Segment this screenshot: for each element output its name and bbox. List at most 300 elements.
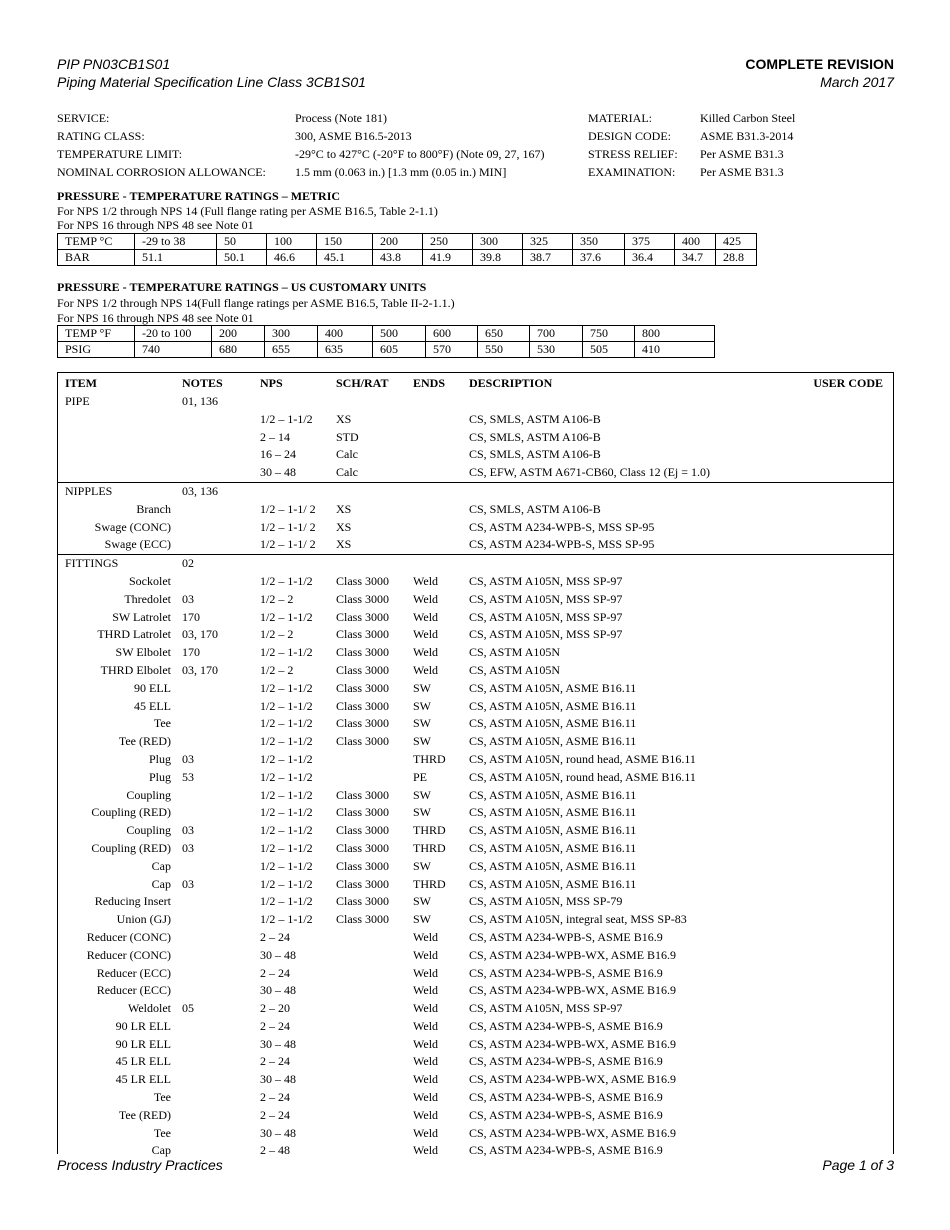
- table-row: [58, 858, 893, 876]
- description-cell: CS, ASTM A234-WPB-WX, ASME B16.9: [469, 1125, 677, 1140]
- sch-rat-cell: Class 3000: [336, 627, 390, 642]
- metric-press-row-cell: 36.4: [625, 250, 675, 266]
- ends-cell: SW: [413, 716, 431, 731]
- ends-cell: Weld: [413, 947, 439, 962]
- user-code-cell: [795, 751, 893, 769]
- nps-cell: 30 – 48: [260, 947, 296, 962]
- sch-rat-cell: Class 3000: [336, 680, 390, 695]
- nps-cell: 1/2 – 1-1/2: [260, 680, 313, 695]
- description-cell: CS, SMLS, ASTM A106-B: [469, 501, 601, 516]
- item-cell: Branch: [136, 501, 171, 516]
- ends-cell: SW: [413, 787, 431, 802]
- sch-rat-cell: [336, 1089, 413, 1107]
- description-cell: CS, ASTM A105N, integral seat, MSS SP-83: [469, 912, 687, 927]
- us-temp-row-label: TEMP °F: [58, 326, 135, 342]
- notes-cell: [182, 446, 260, 464]
- nps-cell: 2 – 24: [260, 929, 290, 944]
- user-code-cell: [795, 393, 893, 411]
- header-notes: NOTES: [182, 376, 223, 390]
- notes-cell: 03, 136: [182, 482, 260, 500]
- metric-temp-row-cell: 325: [523, 234, 573, 250]
- notes-cell: [182, 804, 260, 822]
- us-note-2: For NPS 16 through NPS 48 see Note 01: [57, 311, 254, 325]
- metric-press-row-cell: 34.7: [675, 250, 716, 266]
- notes-cell: 03: [182, 876, 194, 891]
- sch-rat-cell: Class 3000: [336, 734, 390, 749]
- ends-cell: Weld: [413, 573, 439, 588]
- item-cell: FITTINGS: [58, 555, 182, 573]
- user-code-cell: [795, 573, 893, 591]
- sch-rat-cell: Class 3000: [336, 662, 390, 677]
- user-code-cell: [795, 840, 893, 858]
- us-temp-row: [58, 326, 715, 342]
- description-cell: CS, ASTM A234-WPB-S, ASME B16.9: [469, 1143, 663, 1158]
- page-number: Page 1 of 3: [822, 1157, 894, 1173]
- description-cell: CS, ASTM A105N, MSS SP-97: [469, 573, 623, 588]
- metric-press-row-cell: 39.8: [473, 250, 523, 266]
- ends-cell: Weld: [413, 1072, 439, 1087]
- table-row: [58, 1089, 893, 1107]
- ends-cell: Weld: [413, 1054, 439, 1069]
- us-press-row-cell: 505: [583, 342, 635, 358]
- user-code-cell: [795, 609, 893, 627]
- sch-rat-cell: Calc: [336, 447, 358, 462]
- nps-cell: 1/2 – 1-1/2: [260, 751, 313, 766]
- service-info-row: [57, 163, 897, 181]
- footer-organization: Process Industry Practices: [57, 1157, 223, 1173]
- item-cell: Reducer (CONC): [86, 929, 171, 944]
- user-code-cell: [795, 982, 893, 1000]
- notes-cell: 03, 170: [182, 627, 218, 642]
- description-cell: CS, ASTM A234-WPB-WX, ASME B16.9: [469, 947, 677, 962]
- nps-cell: 2 – 48: [260, 1143, 290, 1158]
- nps-cell: 2 – 14: [260, 429, 290, 444]
- notes-cell: [182, 1089, 260, 1107]
- ends-cell: THRD: [413, 823, 446, 838]
- notes-cell: [182, 787, 260, 805]
- ends-cell: SW: [413, 734, 431, 749]
- user-code-cell: [795, 804, 893, 822]
- notes-cell: [182, 464, 260, 482]
- description-cell: CS, ASTM A234-WPB-S, ASME B16.9: [469, 929, 663, 944]
- user-code-cell: [795, 1089, 893, 1107]
- notes-cell: [182, 680, 260, 698]
- description-cell: [469, 393, 795, 411]
- nps-cell: [260, 482, 336, 500]
- ends-cell: Weld: [413, 1036, 439, 1051]
- service-info-row: [57, 109, 897, 127]
- nps-cell: 30 – 48: [260, 1125, 296, 1140]
- ends-cell: Weld: [413, 609, 439, 624]
- table-row: [58, 1018, 893, 1036]
- us-press-row-cell: 605: [373, 342, 426, 358]
- item-cell: 90 ELL: [134, 680, 171, 695]
- sch-rat-cell: [336, 982, 413, 1000]
- table-row: [58, 840, 893, 858]
- nps-cell: 1/2 – 1-1/2: [260, 840, 313, 855]
- user-code-cell: [795, 893, 893, 911]
- table-row: [58, 464, 893, 482]
- item-cell: Swage (ECC): [104, 537, 171, 552]
- item-cell: Tee: [153, 1125, 171, 1140]
- item-cell: 45 ELL: [134, 698, 171, 713]
- sch-rat-cell: XS: [336, 411, 352, 426]
- ends-cell: THRD: [413, 751, 446, 766]
- ends-cell: [413, 464, 469, 482]
- metric-temp-row-cell: 400: [675, 234, 716, 250]
- user-code-cell: [795, 519, 893, 537]
- sch-rat-cell: [336, 769, 413, 787]
- ends-cell: [413, 429, 469, 447]
- metric-ratings-title: PRESSURE - TEMPERATURE RATINGS – METRIC: [57, 189, 341, 203]
- user-code-cell: [795, 1053, 893, 1071]
- metric-temp-row-cell: 350: [573, 234, 625, 250]
- item-cell: Reducing Insert: [94, 894, 171, 909]
- revision-label: COMPLETE REVISION: [745, 56, 894, 72]
- table-row: [58, 429, 893, 447]
- table-row: [58, 446, 893, 464]
- metric-temp-row: [58, 234, 757, 250]
- sch-rat-cell: XS: [336, 501, 352, 516]
- user-code-cell: [795, 1000, 893, 1018]
- nps-cell: 30 – 48: [260, 1072, 296, 1087]
- metric-temp-row-cell: 425: [716, 234, 757, 250]
- metric-press-row-cell: 45.1: [317, 250, 373, 266]
- ends-cell: [413, 411, 469, 429]
- metric-press-row-cell: 51.1: [135, 250, 217, 266]
- table-row: [58, 698, 893, 716]
- table-row: [58, 982, 893, 1000]
- nps-cell: 1/2 – 1-1/2: [260, 876, 313, 891]
- nps-cell: 1/2 – 1-1/ 2: [260, 537, 316, 552]
- nps-cell: 1/2 – 1-1/2: [260, 609, 313, 624]
- ends-cell: [413, 536, 469, 554]
- description-cell: CS, ASTM A234-WPB-S, MSS SP-95: [469, 519, 655, 534]
- item-cell: Plug: [148, 751, 171, 766]
- sch-rat-cell: Class 3000: [336, 805, 390, 820]
- item-cell: Tee (RED): [118, 1107, 171, 1122]
- item-cell: [58, 429, 182, 447]
- ends-cell: THRD: [413, 840, 446, 855]
- sch-rat-cell: Class 3000: [336, 645, 390, 660]
- header-item: ITEM: [65, 376, 98, 390]
- nps-cell: 2 – 20: [260, 1001, 290, 1016]
- item-cell: Reducer (CONC): [86, 947, 171, 962]
- user-code-cell: [795, 411, 893, 429]
- ends-cell: SW: [413, 698, 431, 713]
- piping-items-table: [57, 372, 894, 1158]
- ends-cell: THRD: [413, 876, 446, 891]
- user-code-cell: [795, 626, 893, 644]
- description-cell: CS, ASTM A105N: [469, 645, 561, 660]
- notes-cell: 170: [182, 645, 200, 660]
- metric-press-row: [58, 250, 757, 266]
- sch-rat-cell: [336, 1107, 413, 1125]
- sch-rat-cell: Class 3000: [336, 876, 390, 891]
- description-cell: CS, ASTM A105N, ASME B16.11: [469, 787, 637, 802]
- ends-cell: [413, 555, 469, 573]
- service-info-row: [57, 127, 897, 145]
- ends-cell: SW: [413, 912, 431, 927]
- ends-cell: Weld: [413, 1125, 439, 1140]
- us-temp-row-cell: 750: [583, 326, 635, 342]
- metric-temp-row-cell: 300: [473, 234, 523, 250]
- sch-rat-cell: Class 3000: [336, 912, 390, 927]
- us-press-row-cell: 740: [135, 342, 212, 358]
- us-press-row-cell: 635: [318, 342, 373, 358]
- description-cell: CS, ASTM A105N, ASME B16.11: [469, 680, 637, 695]
- notes-cell: [182, 965, 260, 983]
- nps-cell: 30 – 48: [260, 1036, 296, 1051]
- document-id: PIP PN03CB1S01: [57, 56, 171, 72]
- description-cell: CS, ASTM A105N, ASME B16.11: [469, 734, 637, 749]
- table-row: [58, 929, 893, 947]
- nps-cell: 1/2 – 1-1/2: [260, 698, 313, 713]
- notes-cell: [182, 733, 260, 751]
- sch-rat-cell: Class 3000: [336, 823, 390, 838]
- description-cell: CS, ASTM A105N, MSS SP-79: [469, 894, 623, 909]
- item-cell: Cap: [151, 1143, 171, 1158]
- nps-cell: 1/2 – 2: [260, 591, 294, 606]
- table-row: [58, 519, 893, 537]
- metric-press-row-cell: 38.7: [523, 250, 573, 266]
- description-cell: CS, ASTM A105N, ASME B16.11: [469, 823, 637, 838]
- table-row: [58, 644, 893, 662]
- us-ratings-table: [57, 325, 715, 358]
- service-value: Per ASME B31.3: [700, 147, 784, 161]
- user-code-cell: [795, 482, 893, 500]
- notes-cell: [182, 501, 260, 519]
- us-press-row-cell: 570: [426, 342, 478, 358]
- user-code-cell: [795, 555, 893, 573]
- us-temp-row-cell: -20 to 100: [135, 326, 212, 342]
- sch-rat-cell: STD: [336, 429, 359, 444]
- user-code-cell: [795, 446, 893, 464]
- service-value: Killed Carbon Steel: [700, 111, 796, 125]
- user-code-cell: [795, 1107, 893, 1125]
- ends-cell: SW: [413, 858, 431, 873]
- notes-cell: [182, 911, 260, 929]
- metric-press-row-cell: 41.9: [423, 250, 473, 266]
- sch-rat-cell: [336, 751, 413, 769]
- notes-cell: 05: [182, 1001, 194, 1016]
- sch-rat-cell: XS: [336, 519, 352, 534]
- notes-cell: 03: [182, 751, 194, 766]
- table-row: [58, 715, 893, 733]
- ends-cell: [413, 393, 469, 411]
- item-cell: Tee: [153, 716, 171, 731]
- item-cell: 90 LR ELL: [115, 1036, 171, 1051]
- item-cell: SW Latrolet: [112, 609, 171, 624]
- ends-cell: PE: [413, 769, 428, 784]
- notes-cell: [182, 1071, 260, 1089]
- nps-cell: 1/2 – 1-1/2: [260, 734, 313, 749]
- description-cell: CS, SMLS, ASTM A106-B: [469, 429, 601, 444]
- nps-cell: 1/2 – 1-1/ 2: [260, 519, 316, 534]
- metric-temp-row-cell: 375: [625, 234, 675, 250]
- user-code-cell: [795, 769, 893, 787]
- notes-cell: [182, 947, 260, 965]
- header-user-code: USER CODE: [813, 376, 883, 390]
- notes-cell: [182, 715, 260, 733]
- description-cell: CS, ASTM A105N, ASME B16.11: [469, 876, 637, 891]
- item-cell: Tee (RED): [118, 734, 171, 749]
- metric-note-2: For NPS 16 through NPS 48 see Note 01: [57, 218, 254, 232]
- item-cell: Cap: [151, 858, 171, 873]
- user-code-cell: [795, 715, 893, 733]
- service-value: Process (Note 181): [295, 111, 387, 125]
- table-row: [58, 555, 893, 573]
- notes-cell: [182, 1018, 260, 1036]
- description-cell: CS, ASTM A234-WPB-WX, ASME B16.9: [469, 1072, 677, 1087]
- table-row: [58, 911, 893, 929]
- notes-cell: [182, 893, 260, 911]
- service-label: SERVICE:: [57, 111, 110, 125]
- table-row: [58, 626, 893, 644]
- us-press-row-cell: 530: [530, 342, 583, 358]
- user-code-cell: [795, 947, 893, 965]
- user-code-cell: [795, 1036, 893, 1054]
- service-value: 300, ASME B16.5-2013: [295, 129, 412, 143]
- user-code-cell: [795, 911, 893, 929]
- description-cell: CS, ASTM A234-WPB-S, ASME B16.9: [469, 1090, 663, 1105]
- us-note-1: For NPS 1/2 through NPS 14(Full flange ratings per ASME B16.5, Table II-2-1.1.): [57, 296, 455, 310]
- item-cell: Cap: [151, 876, 171, 891]
- service-value: 1.5 mm (0.063 in.) [1.3 mm (0.05 in.) MIN]: [295, 165, 507, 179]
- us-press-row-cell: 410: [635, 342, 715, 358]
- item-cell: Coupling: [126, 823, 171, 838]
- item-cell: PIPE: [65, 394, 90, 408]
- table-row: [58, 680, 893, 698]
- service-info-row: [57, 145, 897, 163]
- metric-temp-row-cell: 50: [217, 234, 267, 250]
- description-cell: CS, SMLS, ASTM A106-B: [469, 447, 601, 462]
- nps-cell: 2 – 24: [260, 1054, 290, 1069]
- description-cell: CS, ASTM A234-WPB-S, ASME B16.9: [469, 1054, 663, 1069]
- nps-cell: 16 – 24: [260, 447, 296, 462]
- sch-rat-cell: [336, 482, 413, 500]
- table-row: [58, 804, 893, 822]
- description-cell: CS, ASTM A234-WPB-S, ASME B16.9: [469, 1107, 663, 1122]
- notes-cell: [182, 429, 260, 447]
- user-code-cell: [795, 464, 893, 482]
- item-cell: Thredolet: [124, 591, 171, 606]
- table-row: [58, 1071, 893, 1089]
- us-press-row-label: PSIG: [58, 342, 135, 358]
- notes-cell: [182, 929, 260, 947]
- item-cell: Reducer (ECC): [96, 983, 171, 998]
- description-cell: CS, ASTM A105N, MSS SP-97: [469, 1001, 623, 1016]
- table-row: [58, 1125, 893, 1143]
- user-code-cell: [795, 644, 893, 662]
- sch-rat-cell: Class 3000: [336, 716, 390, 731]
- user-code-cell: [795, 680, 893, 698]
- table-row: [58, 965, 893, 983]
- nps-cell: 1/2 – 1-1/2: [260, 716, 313, 731]
- item-cell: Union (GJ): [116, 912, 171, 927]
- item-cell: THRD Latrolet: [97, 627, 171, 642]
- nps-cell: 1/2 – 1-1/2: [260, 787, 313, 802]
- description-cell: CS, SMLS, ASTM A106-B: [469, 411, 601, 426]
- description-cell: CS, ASTM A105N, round head, ASME B16.11: [469, 751, 696, 766]
- sch-rat-cell: Class 3000: [336, 840, 390, 855]
- notes-cell: 03: [182, 840, 194, 855]
- description-cell: [469, 482, 795, 500]
- ends-cell: Weld: [413, 965, 439, 980]
- us-temp-row-cell: 200: [212, 326, 265, 342]
- item-cell: [58, 446, 182, 464]
- us-temp-row-cell: 800: [635, 326, 715, 342]
- metric-press-row-cell: 50.1: [217, 250, 267, 266]
- table-row: [58, 1107, 893, 1125]
- nps-cell: 2 – 24: [260, 1090, 290, 1105]
- description-cell: CS, ASTM A105N, ASME B16.11: [469, 805, 637, 820]
- item-cell: THRD Elbolet: [100, 662, 171, 677]
- item-cell: Coupling: [126, 787, 171, 802]
- metric-temp-row-cell: 150: [317, 234, 373, 250]
- sch-rat-cell: [336, 1018, 413, 1036]
- metric-press-row-cell: 37.6: [573, 250, 625, 266]
- table-row: [58, 769, 893, 787]
- table-row: [58, 573, 893, 591]
- user-code-cell: [795, 1125, 893, 1143]
- notes-cell: 170: [182, 609, 200, 624]
- nps-cell: 2 – 24: [260, 965, 290, 980]
- us-temp-row-cell: 650: [478, 326, 530, 342]
- ends-cell: Weld: [413, 591, 439, 606]
- document-title: Piping Material Specification Line Class 3CB1S01: [57, 74, 366, 90]
- service-value: -29°C to 427°C (-20°F to 800°F) (Note 09, 27, 167): [295, 147, 545, 161]
- service-info-table: [57, 109, 897, 181]
- sch-rat-cell: XS: [336, 537, 352, 552]
- table-row: [58, 787, 893, 805]
- user-code-cell: [795, 698, 893, 716]
- nps-cell: [260, 393, 336, 411]
- sch-rat-cell: [336, 1036, 413, 1054]
- metric-temp-row-cell: 100: [267, 234, 317, 250]
- us-temp-row-cell: 600: [426, 326, 478, 342]
- service-label: STRESS RELIEF:: [588, 147, 678, 161]
- user-code-cell: [795, 965, 893, 983]
- us-ratings-title: PRESSURE - TEMPERATURE RATINGS – US CUSTOMARY UNITS: [57, 280, 427, 294]
- nps-cell: 2 – 24: [260, 1018, 290, 1033]
- sch-rat-cell: [336, 555, 413, 573]
- ends-cell: SW: [413, 894, 431, 909]
- notes-cell: [182, 1107, 260, 1125]
- notes-cell: [182, 982, 260, 1000]
- header-sch-rat: SCH/RAT: [336, 376, 389, 390]
- us-press-row-cell: 550: [478, 342, 530, 358]
- service-value: ASME B31.3-2014: [700, 129, 794, 143]
- nps-cell: 1/2 – 1-1/2: [260, 769, 313, 784]
- item-cell: [58, 464, 182, 482]
- table-row: [58, 1000, 893, 1018]
- table-row: [58, 411, 893, 429]
- item-cell: Coupling (RED): [91, 805, 171, 820]
- metric-temp-row-cell: 250: [423, 234, 473, 250]
- table-row: [58, 591, 893, 609]
- service-value: Per ASME B31.3: [700, 165, 784, 179]
- sch-rat-cell: Class 3000: [336, 591, 390, 606]
- table-row: [58, 662, 893, 680]
- sch-rat-cell: [336, 947, 413, 965]
- nps-cell: 1/2 – 2: [260, 627, 294, 642]
- service-label: TEMPERATURE LIMIT:: [57, 147, 183, 161]
- sch-rat-cell: [336, 1142, 413, 1160]
- table-row: [58, 482, 893, 500]
- item-cell: SW Elbolet: [115, 645, 171, 660]
- item-cell: [58, 411, 182, 429]
